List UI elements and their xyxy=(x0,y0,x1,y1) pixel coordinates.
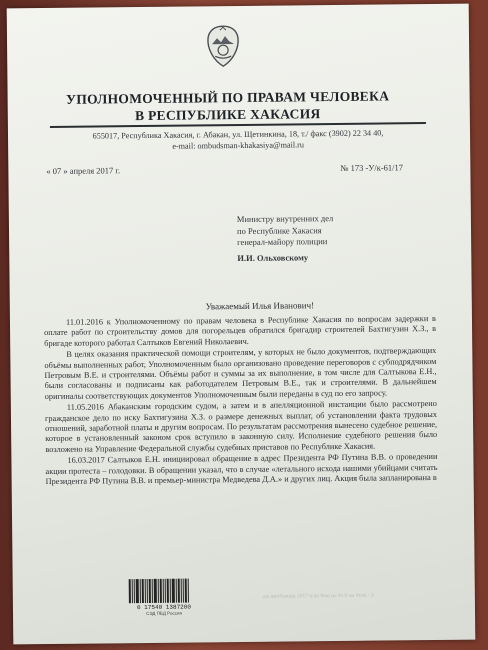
body-paragraph: 11.05.2016 Абаканским городским судом, а затем и в апелляционной инстанции было рассмотрено гражданское дело по иску Бахтигузина Х.З. о размере денежных выплат, об установлении факта трудовых отношений, заработной платы и другим вопросам. По результатам рассмотрения вынесено судебное решение, которое в установленный законом срок вступило в законную силу. Исполнение судебного решения было возложено на Управление Федеральной службы судебных приставов по Республике Хакасия. xyxy=(44,399,438,454)
body-paragraph: 16.03.2017 Салтыков Е.Н. инициировал обращение в адрес Президента РФ Путина В.В. о проведении акции протеста – голодовки. В обращении указал, что в случае «летального исхода нашими убийцами считать Президента РФ Путина В.В. и премьер-министра Медведева Д.А.» и других лиц. Акция была запланирована в xyxy=(45,452,438,487)
salutation: Уважаемый Илья Иванович! xyxy=(205,300,315,312)
recipient-line: по Республике Хакасия xyxy=(236,224,322,236)
organization-title-line2: В РЕСПУБЛИКЕ ХАКАСИЯ xyxy=(134,106,321,124)
recipient-name: И.И. Ольховскому xyxy=(237,251,309,263)
letter-date: « 07 » апреля 2017 г. xyxy=(46,165,121,177)
body-paragraph: 11.01.2016 к Уполномоченному по правам человека в Республике Хакасия по вопросам задержки в оплате работ по строительству домов для погорельцев обратился бригадир строителей Бахтигузин Х.З., в бригаде которого работал Салтыков Евгений Николаевич. xyxy=(44,313,437,348)
barcode-number: 0 17540 1387200 xyxy=(136,603,191,612)
letter-reference-number: № 173 -У/к-61/17 xyxy=(340,162,404,173)
letter-body xyxy=(44,314,438,489)
coat-of-arms-emblem xyxy=(203,24,243,68)
address-line: 655017, Республика Хакасия, г. Абакан, ул. Щетинкина, 18, т./ факс (3902) 22 34 40, xyxy=(92,128,384,141)
organization-address xyxy=(48,127,428,153)
letter-page xyxy=(7,4,476,645)
faint-footer-text: дм вмн9ажщн 2017 в-ан 8мн нь 9э 8 ма 9тие - 3 xyxy=(262,592,374,600)
barcode-bars xyxy=(129,578,199,603)
recipient-block xyxy=(237,212,438,264)
recipient-line: генерал-майору полиции xyxy=(237,236,328,248)
recipient-line: Министру внутренних дел xyxy=(236,213,334,225)
barcode-caption: СЭД ПБД Россия xyxy=(146,610,182,617)
email-line: e-mail: ombudsman-khakasiya@mail.ru xyxy=(172,140,305,151)
document-barcode xyxy=(129,578,199,623)
organization-title-line1: УПОЛНОМОЧЕННЫЙ ПО ПРАВАМ ЧЕЛОВЕКА xyxy=(65,88,390,107)
body-paragraph: В целях оказания практической помощи строителям, у которых не было документов, подтверждающих объёмы выполненных работ, Уполномоченным было организовано проведение переговоров с субподрядчиком Петровым В.Е. и строителями. Объёмы работ и суммы за их выполнение, в том числе для Салтыкова Е.Н., были согласованы и подписаны как работодателем Петровым В.Е., так и строителями. В дальнейшем оригиналы соответствующих документов Уполномоченным были переданы в суд по его запросу. xyxy=(44,346,437,401)
